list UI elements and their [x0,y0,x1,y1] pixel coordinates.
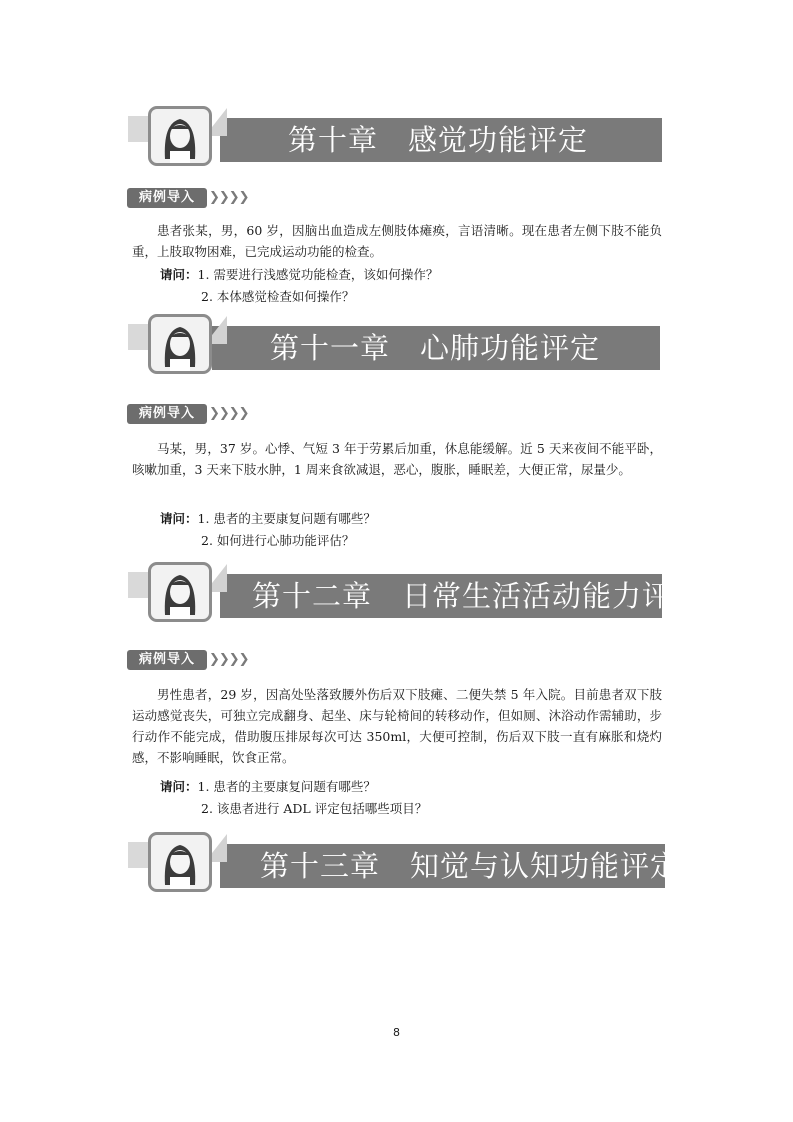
case-intro-label: 病例导入 [127,650,207,670]
chapter-number: 第十二章 [252,579,373,613]
chapter-number: 第十章 [288,123,379,157]
chapter-title: 知觉与认知功能评定 [410,849,681,883]
chapter-title: 日常生活活动能力评定 [402,579,703,613]
chapter-number: 第十三章 [260,849,381,883]
decor-block [128,324,150,350]
chevrons-icon: ❯❯❯❯ [209,190,249,205]
chapter-title-bar [220,118,662,162]
doctor-avatar-icon [148,562,212,622]
chapter-number: 第十一章 [270,331,391,365]
case-intro-label: 病例导入 [127,188,207,208]
chapter-title: 心肺功能评定 [420,331,601,365]
question-1: 请问：1. 需要进行浅感觉功能检查，该如何操作？ [160,267,439,282]
question-2: 2. 本体感觉检查如何操作？ [201,289,355,304]
page-number: 8 [393,1026,400,1039]
decor-block [128,116,150,142]
question-label: 请问： [160,779,198,794]
case-text: 患者张某，男，60 岁，因脑出血造成左侧肢体瘫痪，言语清晰。现在患者左侧下肢不能负重，上肢取物困难，已完成运动功能的检查。 [132,223,662,259]
decor-block [128,572,150,598]
chapter-title: 感觉功能评定 [408,123,589,157]
case-intro-label: 病例导入 [127,404,207,424]
chapter-11-header [0,314,793,394]
chapter-13-header [0,832,793,912]
doctor-avatar-icon [148,832,212,892]
chapter-title-bar [220,574,703,618]
decor-block [128,842,150,868]
question-2: 2. 该患者进行 ADL 评定包括哪些项目？ [201,801,428,816]
doctor-avatar-icon [148,106,212,166]
chapter-title-bar [220,844,681,888]
chapter-10-header [0,106,793,186]
question-label: 请问： [160,267,198,282]
chevrons-icon: ❯❯❯❯ [209,652,249,667]
chapter-12-header [0,562,793,642]
chapter-title-bar [212,326,660,370]
question-1: 请问：1. 患者的主要康复问题有哪些？ [160,511,376,526]
doctor-avatar-icon [148,314,212,374]
case-text: 马某，男，37 岁。心悸、气短 3 年于劳累后加重，休息能缓解。近 5 天来夜间不能平卧，咳嗽加重，3 天来下肢水肿，1 周来食欲减退，恶心，腹胀，睡眠差，大便正常，尿量少。 [132,441,662,477]
question-label: 请问： [160,511,198,526]
chevrons-icon: ❯❯❯❯ [209,406,249,421]
case-text: 男性患者，29 岁，因高处坠落致腰外伤后双下肢瘫、二便失禁 5 年入院。目前患者双下肢运动感觉丧失，可独立完成翻身、起坐、床与轮椅间的转移动作，但如厕、沐浴动作需辅助，步行动作不能完成，借助腹压排尿每次可达 350ml，大便可控制，伤后双下肢一直有麻胀和烧灼感，不影响睡眠，饮食正常。 [132,687,662,765]
question-2: 2. 如何进行心肺功能评估？ [201,533,355,548]
question-1: 请问：1. 患者的主要康复问题有哪些？ [160,779,376,794]
